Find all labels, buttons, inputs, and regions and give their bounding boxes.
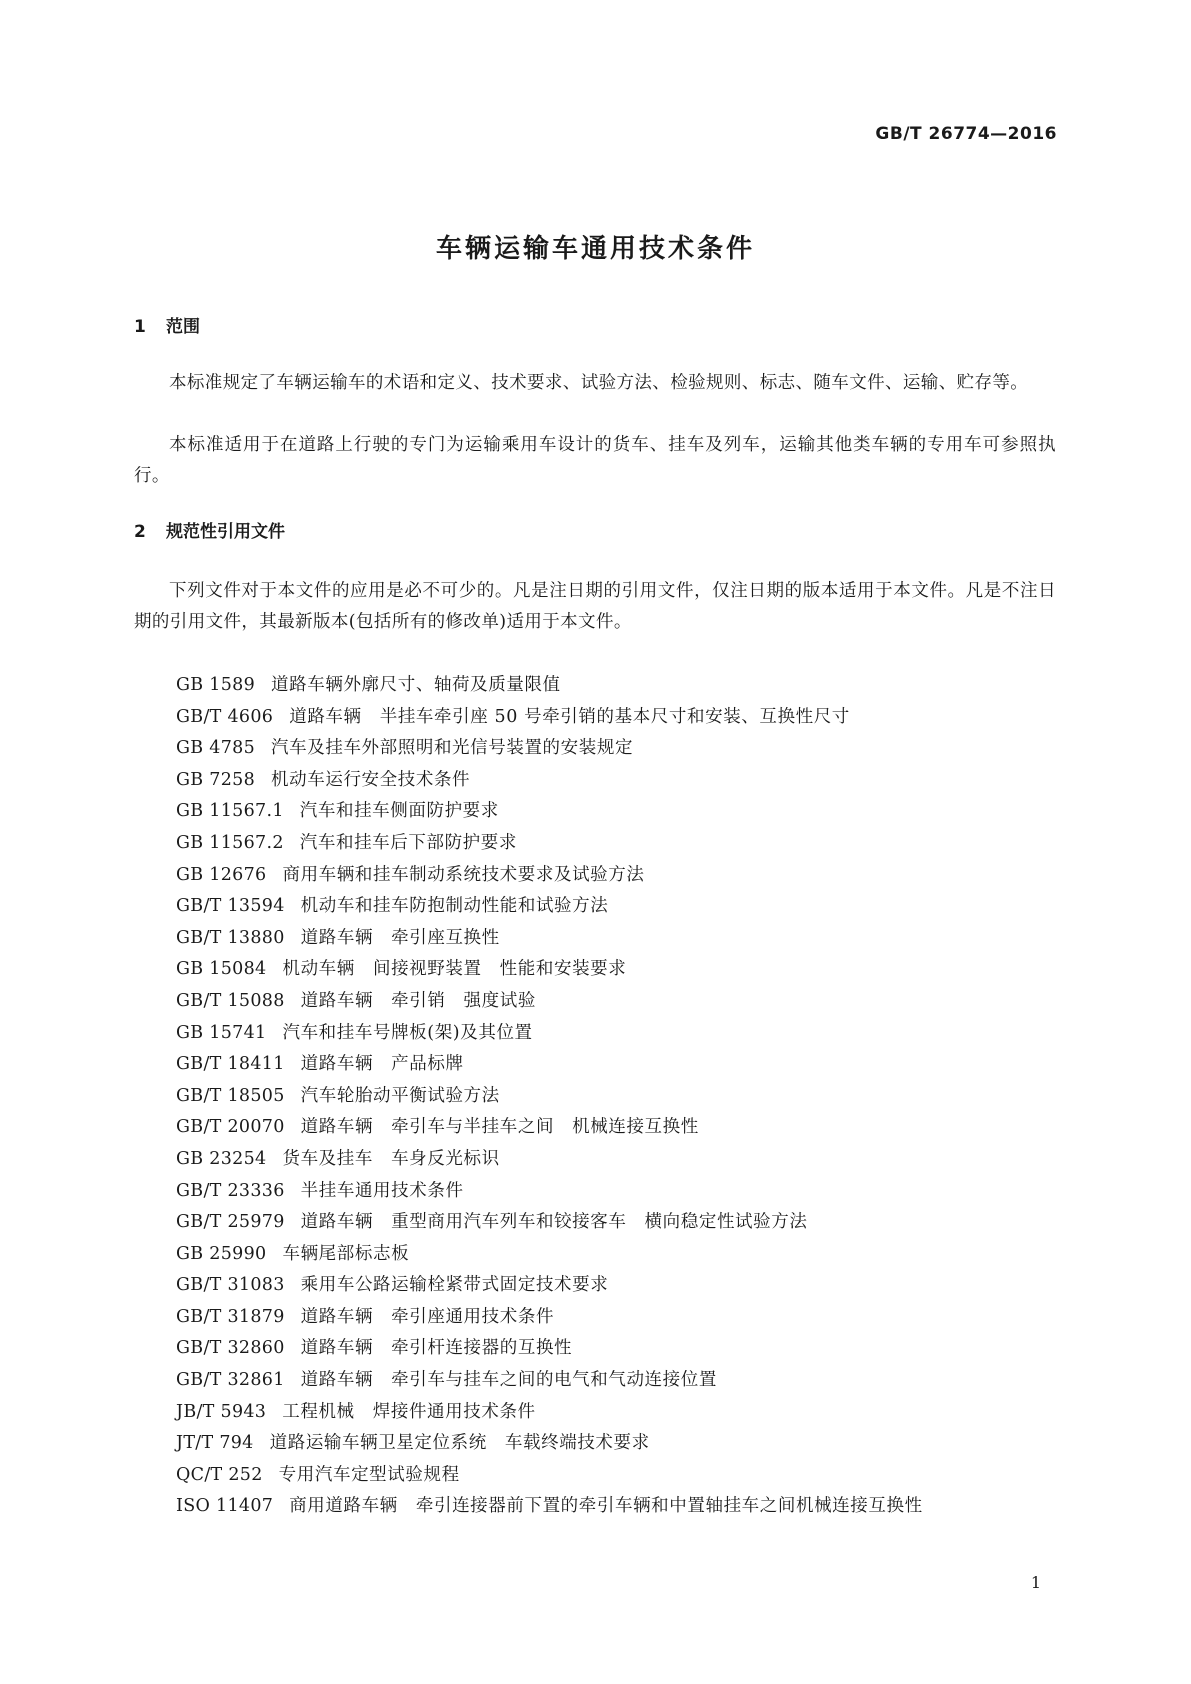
reference-code: GB/T 13880 xyxy=(176,927,285,948)
reference-title: 道路车辆 牵引车与挂车之间的电气和气动连接位置 xyxy=(300,1370,717,1391)
reference-code: JB/T 5943 xyxy=(176,1401,267,1422)
section-1-heading xyxy=(134,312,200,337)
reference-title: 专用汽车定型试验规程 xyxy=(278,1464,460,1485)
reference-item xyxy=(176,1176,923,1208)
reference-title: 工程机械 焊接件通用技术条件 xyxy=(282,1401,536,1422)
reference-title: 道路车辆 重型商用汽车列车和铰接客车 横向稳定性试验方法 xyxy=(300,1212,808,1233)
reference-item xyxy=(176,860,923,892)
reference-title: 机动车和挂车防抱制动性能和试验方法 xyxy=(300,896,609,917)
reference-code: GB/T 32860 xyxy=(176,1338,285,1359)
reference-code: ISO 11407 xyxy=(176,1496,274,1517)
reference-code: GB 12676 xyxy=(176,864,267,885)
reference-code: GB 25990 xyxy=(176,1243,267,1264)
reference-item xyxy=(176,796,923,828)
reference-item xyxy=(176,670,923,702)
reference-title: 汽车及挂车外部照明和光信号装置的安装规定 xyxy=(271,738,634,759)
reference-code: GB/T 15088 xyxy=(176,990,285,1011)
reference-item xyxy=(176,1112,923,1144)
section-1-number: 1 xyxy=(134,317,146,337)
reference-code: JT/T 794 xyxy=(176,1433,254,1454)
reference-item xyxy=(176,1333,923,1365)
reference-title: 机动车运行安全技术条件 xyxy=(271,769,471,790)
reference-title: 道路车辆外廓尺寸、轴荷及质量限值 xyxy=(271,675,561,695)
reference-code: GB 4785 xyxy=(176,738,256,759)
document-title: 车辆运输车通用技术条件 xyxy=(435,234,755,264)
reference-item xyxy=(176,954,923,986)
reference-item xyxy=(176,1144,923,1176)
reference-code: QC/T 252 xyxy=(176,1464,263,1485)
reference-title: 乘用车公路运输栓紧带式固定技术要求 xyxy=(300,1275,609,1296)
reference-code: GB/T 18411 xyxy=(176,1054,285,1075)
reference-code: GB/T 31083 xyxy=(176,1275,285,1296)
reference-code: GB 1589 xyxy=(176,675,256,695)
reference-title: 道路车辆 牵引座互换性 xyxy=(300,927,500,948)
reference-item xyxy=(176,1397,923,1429)
reference-code: GB 15741 xyxy=(176,1022,267,1043)
reference-item xyxy=(176,1428,923,1460)
reference-item xyxy=(176,1207,923,1239)
reference-code: GB/T 32861 xyxy=(176,1370,285,1391)
reference-item xyxy=(176,1270,923,1302)
reference-item xyxy=(176,1018,923,1050)
reference-item xyxy=(176,1491,923,1523)
reference-code: GB 15084 xyxy=(176,959,267,980)
normative-references-list xyxy=(176,670,923,1523)
reference-item xyxy=(176,733,923,765)
page-number: 1 xyxy=(1030,1573,1041,1592)
section-1-paragraph-2: 本标准适用于在道路上行驶的专门为运输乘用车设计的货车、挂车及列车，运输其他类车辆的专用车可参照执行。 xyxy=(134,435,1056,486)
section-1-paragraph-1: 本标准规定了车辆运输车的术语和定义、技术要求、试验方法、检验规则、标志、随车文件、运输、贮存等。 xyxy=(169,373,1029,393)
section-2-title: 规范性引用文件 xyxy=(166,522,285,542)
reference-title: 道路车辆 牵引座通用技术条件 xyxy=(300,1306,555,1327)
reference-code: GB 7258 xyxy=(176,769,256,790)
reference-title: 汽车和挂车后下部防护要求 xyxy=(299,832,517,853)
reference-title: 汽车和挂车号牌板(架)及其位置 xyxy=(282,1022,533,1043)
reference-title: 道路车辆 牵引销 强度试验 xyxy=(300,990,536,1011)
reference-item xyxy=(176,1460,923,1492)
reference-code: GB/T 25979 xyxy=(176,1212,285,1233)
reference-title: 汽车轮胎动平衡试验方法 xyxy=(300,1085,500,1106)
reference-code: GB 11567.2 xyxy=(176,832,284,853)
reference-item xyxy=(176,891,923,923)
reference-item xyxy=(176,1365,923,1397)
reference-code: GB/T 13594 xyxy=(176,896,285,917)
reference-code: GB/T 31879 xyxy=(176,1306,285,1327)
reference-code: GB/T 23336 xyxy=(176,1180,285,1201)
reference-title: 商用道路车辆 牵引连接器前下置的牵引车辆和中置轴挂车之间机械连接互换性 xyxy=(289,1496,923,1517)
reference-code: GB/T 4606 xyxy=(176,706,274,727)
reference-title: 道路运输车辆卫星定位系统 车载终端技术要求 xyxy=(269,1433,650,1454)
reference-item xyxy=(176,765,923,797)
reference-title: 道路车辆 牵引车与半挂车之间 机械连接互换性 xyxy=(300,1117,699,1138)
reference-title: 商用车辆和挂车制动系统技术要求及试验方法 xyxy=(282,864,645,885)
section-2-paragraph-1: 下列文件对于本文件的应用是必不可少的。凡是注日期的引用文件，仅注日期的版本适用于本文件。凡是不注日期的引用文件，其最新版本(包括所有的修改单)适用于本文件。 xyxy=(134,581,1056,632)
reference-code: GB/T 18505 xyxy=(176,1085,285,1106)
reference-code: GB 23254 xyxy=(176,1148,267,1169)
section-2-heading xyxy=(134,517,285,542)
reference-item xyxy=(176,986,923,1018)
reference-title: 货车及挂车 车身反光标识 xyxy=(282,1148,500,1169)
reference-title: 半挂车通用技术条件 xyxy=(300,1180,464,1201)
reference-title: 机动车辆 间接视野装置 性能和安装要求 xyxy=(282,959,627,980)
reference-item xyxy=(176,1239,923,1271)
reference-code: GB 11567.1 xyxy=(176,801,284,822)
reference-title: 汽车和挂车侧面防护要求 xyxy=(299,801,499,822)
reference-item xyxy=(176,1049,923,1081)
section-2-number: 2 xyxy=(134,522,146,542)
reference-item xyxy=(176,1302,923,1334)
reference-title: 车辆尾部标志板 xyxy=(282,1243,410,1264)
reference-item xyxy=(176,923,923,955)
reference-code: GB/T 20070 xyxy=(176,1117,285,1138)
reference-item xyxy=(176,1081,923,1113)
reference-item xyxy=(176,828,923,860)
standard-number: GB/T 26774—2016 xyxy=(875,124,1057,144)
reference-item xyxy=(176,702,923,734)
section-1-title: 范围 xyxy=(166,317,200,337)
reference-title: 道路车辆 半挂车牵引座 50 号牵引销的基本尺寸和安装、互换性尺寸 xyxy=(289,706,850,727)
reference-title: 道路车辆 牵引杆连接器的互换性 xyxy=(300,1338,573,1359)
reference-title: 道路车辆 产品标牌 xyxy=(300,1054,464,1075)
